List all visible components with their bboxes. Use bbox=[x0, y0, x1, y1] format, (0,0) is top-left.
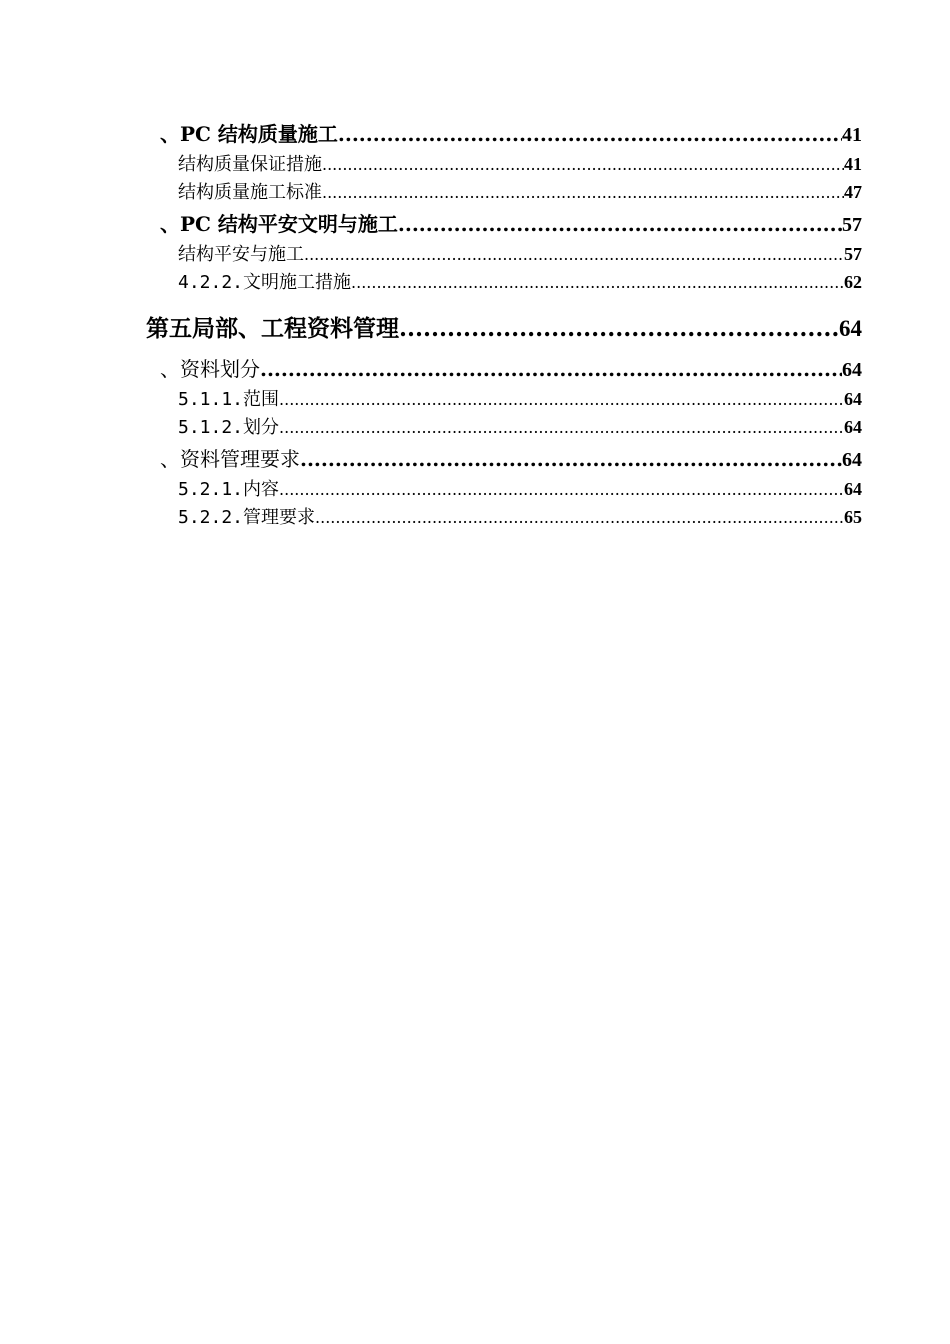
toc-entry-title: 、资料管理要求 bbox=[160, 447, 300, 471]
toc-dot-leader bbox=[260, 357, 842, 381]
toc-dot-leader bbox=[351, 273, 844, 292]
toc-dot-leader bbox=[322, 155, 844, 174]
toc-entry-title: 、PC 结构平安文明与施工 bbox=[160, 212, 398, 236]
toc-entry-title: 结构平安与施工 bbox=[178, 244, 304, 265]
toc-dot-leader bbox=[304, 245, 844, 264]
toc-entry-title: 结构质量保证措施 bbox=[178, 154, 322, 175]
toc-entry-page: 64 bbox=[844, 479, 862, 499]
toc-dot-leader bbox=[315, 508, 844, 527]
toc-entry-title: 第五局部、工程资料管理 bbox=[146, 315, 399, 342]
toc-dot-leader bbox=[322, 183, 844, 202]
toc-entry-title: 5.1.2.划分 bbox=[178, 417, 280, 438]
toc-entry[interactable] bbox=[160, 208, 862, 237]
toc-entry-title: 5.2.2.管理要求 bbox=[178, 507, 316, 528]
toc-dot-leader bbox=[279, 418, 844, 437]
toc-entry-title: 、PC 结构质量施工 bbox=[160, 122, 338, 146]
toc-entry[interactable] bbox=[178, 475, 862, 501]
toc-entry[interactable] bbox=[160, 443, 862, 472]
toc-dot-leader bbox=[300, 447, 842, 471]
toc-dot-leader bbox=[279, 480, 844, 499]
toc-entry-page: 65 bbox=[844, 507, 862, 527]
toc-entry[interactable] bbox=[146, 310, 862, 343]
toc-entry-page: 64 bbox=[842, 449, 862, 471]
toc-entry[interactable] bbox=[178, 178, 862, 204]
toc-entry[interactable] bbox=[178, 385, 862, 411]
toc-entry-title: 4.2.2.文明施工措施 bbox=[178, 272, 352, 293]
toc-entry[interactable] bbox=[178, 413, 862, 439]
toc-dot-leader bbox=[338, 122, 842, 146]
toc-entry[interactable] bbox=[178, 503, 862, 529]
toc-entry-page: 64 bbox=[839, 316, 862, 341]
toc-entry-page: 41 bbox=[844, 154, 862, 174]
toc-entry-title: 5.1.1.范围 bbox=[178, 389, 280, 410]
toc-entry-title: 5.2.1.内容 bbox=[178, 479, 280, 500]
toc-entry-page: 41 bbox=[842, 124, 862, 146]
toc-entry[interactable] bbox=[160, 118, 862, 147]
toc-entry-page: 57 bbox=[842, 214, 862, 236]
toc-dot-leader bbox=[398, 212, 842, 236]
toc-entry-page: 64 bbox=[844, 417, 862, 437]
toc-entry-page: 62 bbox=[844, 272, 862, 292]
toc-entry-title: 结构质量施工标准 bbox=[178, 182, 322, 203]
toc-entry-page: 57 bbox=[844, 244, 862, 264]
toc-dot-leader bbox=[399, 315, 839, 342]
toc-entry[interactable] bbox=[160, 353, 862, 382]
toc-entry-page: 47 bbox=[844, 182, 862, 202]
toc-entry[interactable] bbox=[178, 150, 862, 176]
toc-entry-page: 64 bbox=[842, 359, 862, 381]
toc-entry-page: 64 bbox=[844, 389, 862, 409]
toc-entry-title: 、资料划分 bbox=[160, 357, 260, 381]
toc-entry[interactable] bbox=[178, 240, 862, 266]
toc-dot-leader bbox=[279, 390, 844, 409]
toc-entry[interactable] bbox=[178, 268, 862, 294]
